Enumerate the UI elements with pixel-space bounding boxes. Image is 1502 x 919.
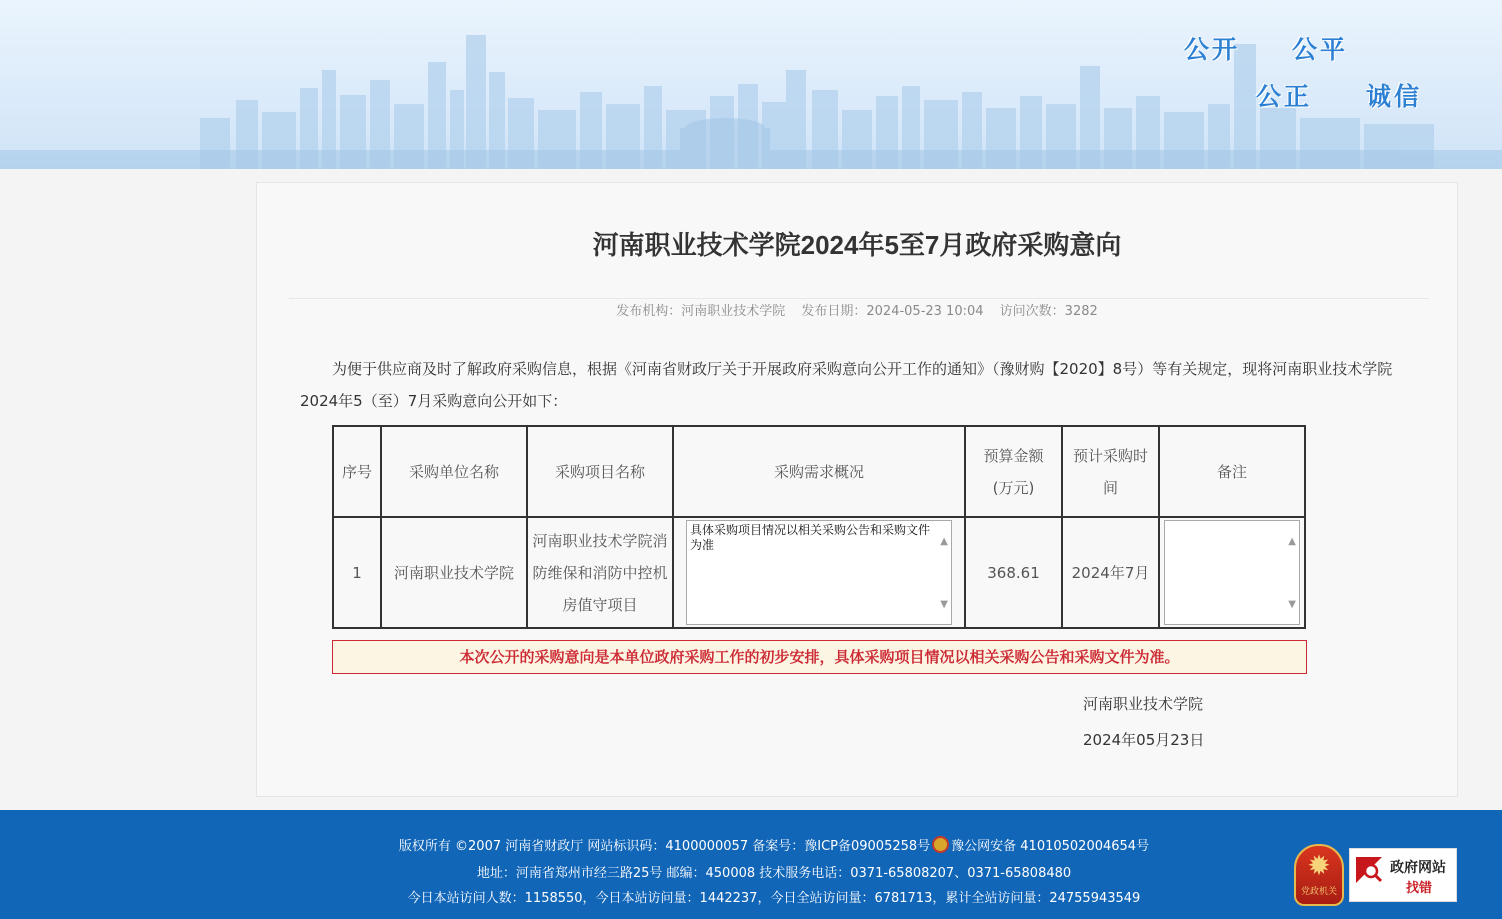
findbug-action: 找错 [1406, 881, 1433, 896]
footer-copyright[interactable]: 版权所有 ©2007 河南省财政厅 网站标识码：4100000057 备案号：豫ICP备09005258号 [398, 839, 931, 854]
slogan-justice: 公正 [1256, 82, 1313, 111]
scroll-up-icon[interactable]: ▲ [940, 536, 948, 547]
slogan-fairness: 公平 [1292, 35, 1349, 64]
header-budget-line2: (万元) [992, 478, 1035, 497]
header-unit: 采购单位名称 [381, 426, 527, 517]
cell-unit: 河南职业技术学院 [381, 517, 527, 628]
footer-police-record[interactable]: 豫公网安备 41010502004654号 [951, 839, 1150, 854]
article-intro [300, 353, 1408, 417]
header-demand: 采购需求概况 [673, 426, 965, 517]
footer-address: 地址：河南省郑州市经三路25号 邮编：450008 技术服务电话：0371-65808207、0371-65808480 [476, 866, 1072, 881]
footer-visit-stats: 今日本站访问人数：1158550，今日本站访问量：1442237，今日全站访问量：6781713，累计全站访问量：24755943549 [407, 891, 1141, 906]
remark-textarea[interactable] [1164, 520, 1300, 625]
header-budget [965, 426, 1062, 517]
footer-copyright-line [0, 835, 1502, 854]
scroll-up-icon[interactable]: ▲ [1288, 536, 1296, 547]
demand-text: 具体采购项目情况以相关采购公告和采购文件为准 [690, 523, 931, 552]
party-government-badge[interactable] [1294, 844, 1344, 906]
site-footer [0, 810, 1502, 919]
header-banner [0, 0, 1502, 169]
header-project: 采购项目名称 [527, 426, 673, 517]
meta-visits: 访问次数：3282 [999, 304, 1098, 319]
header-remark: 备注 [1159, 426, 1305, 517]
badge-label: 党政机关 [1300, 887, 1337, 897]
cell-seq: 1 [333, 517, 381, 628]
header-time: 预计采购时间 [1062, 426, 1159, 517]
scroll-down-icon[interactable]: ▼ [1288, 599, 1296, 610]
magnifier-icon [1356, 857, 1382, 883]
article-card [256, 182, 1458, 797]
cell-remark [1159, 517, 1305, 628]
article-meta [257, 300, 1457, 319]
slogan-integrity: 诚信 [1366, 82, 1423, 111]
emblem-icon: ✹ [1307, 849, 1331, 882]
signature-date: 2024年05月23日 [1083, 731, 1205, 749]
header-seq: 序号 [333, 426, 381, 517]
slogan-openness: 公开 [1184, 35, 1241, 64]
gov-site-error-report[interactable] [1349, 848, 1457, 902]
police-badge-icon [932, 836, 949, 853]
cell-demand [673, 517, 965, 628]
intro-text: 为便于供应商及时了解政府采购信息，根据《河南省财政厅关于开展政府采购意向公开工作的通知》（豫财购【2020】8号）等有关规定，现将河南职业技术学院 2024年5（至）7月采购意向公开如下： [300, 360, 1393, 410]
table-header-row [333, 426, 1305, 517]
scroll-down-icon[interactable]: ▼ [940, 599, 948, 610]
cell-time: 2024年7月 [1062, 517, 1159, 628]
disclaimer-notice: 本次公开的采购意向是本单位政府采购工作的初步安排，具体采购项目情况以相关采购公告和采购文件为准。 [332, 640, 1307, 674]
meta-publisher: 发布机构：河南职业技术学院 [616, 304, 786, 319]
table-row [333, 517, 1305, 628]
findbug-title: 政府网站 [1390, 860, 1446, 876]
signature-org: 河南职业技术学院 [1083, 695, 1204, 713]
title-divider [289, 298, 1429, 299]
cell-budget: 368.61 [965, 517, 1062, 628]
demand-textarea[interactable] [686, 520, 952, 625]
procurement-table [332, 425, 1306, 629]
cell-project: 河南职业技术学院消防维保和消防中控机房值守项目 [527, 517, 673, 628]
meta-date: 发布日期：2024-05-23 10:04 [801, 304, 984, 319]
article-title: 河南职业技术学院2024年5至7月政府采购意向 [592, 230, 1122, 260]
header-budget-line1: 预算金额 [983, 446, 1044, 465]
